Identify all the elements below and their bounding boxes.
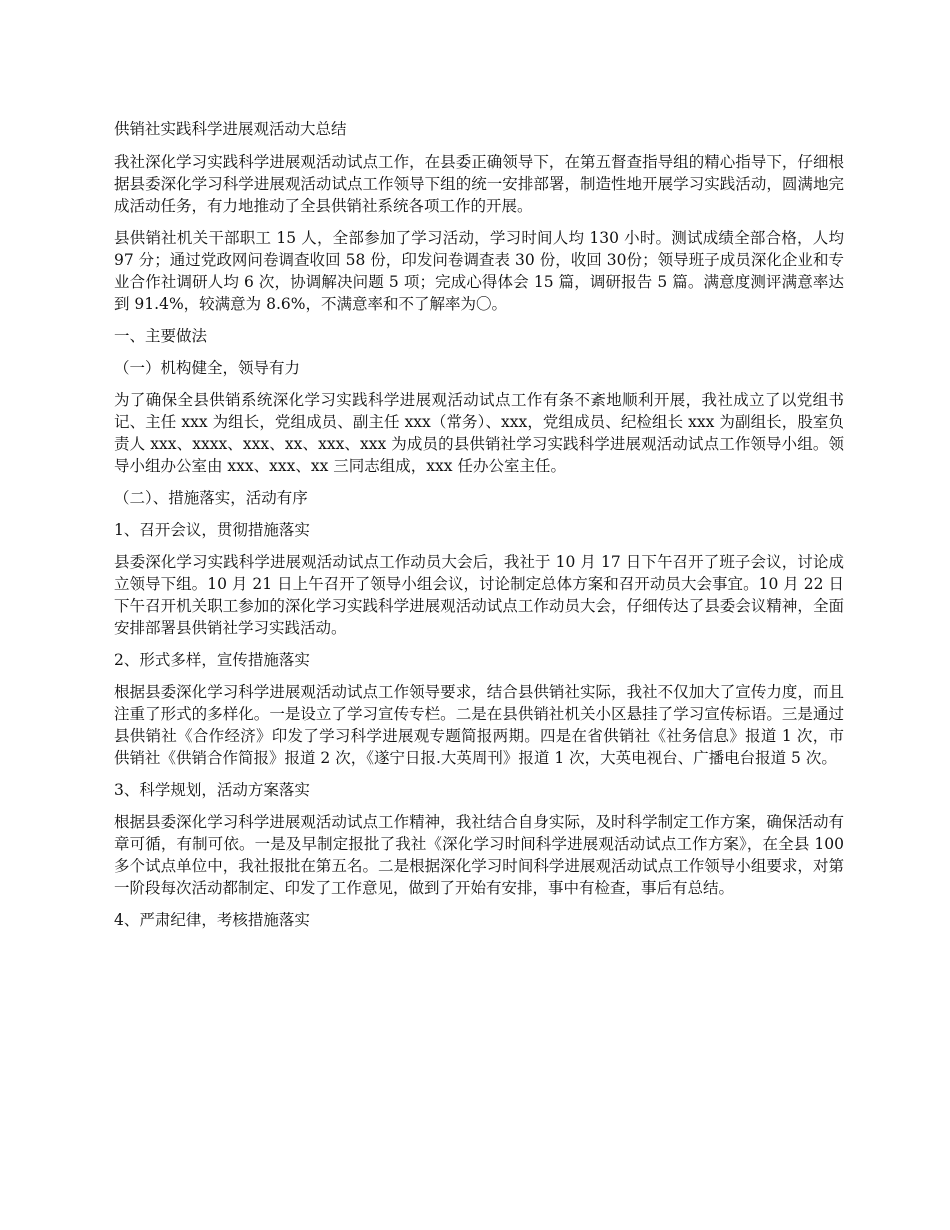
publicity-paragraph: 根据县委深化学习科学进展观活动试点工作领导要求，结合县供销社实际，我社不仅加大了宣传力度，而且注重了形式的多样化。一是设立了学习宣传专栏。二是在县供销社机关小区悬挂了学习宣传标语。三是通过县供销社《合作经济》印发了学习科学进展观专题简报两期。四是在省供销社《社务信息》报道 1 次，市供销社《供销合作简报》报道 2 次，《遂宁日报.大英周刊》报道 1 次，大英电视台、广播电台报道 5 次。	[114, 683, 844, 767]
item-heading-meetings: 1、召开会议，贯彻措施落实	[114, 521, 310, 539]
document-page	[114, 118, 844, 941]
intro-paragraph: 我社深化学习实践科学进展观活动试点工作，在县委正确领导下，在第五督查指导组的精心指导下，仔细根据县委深化学习科学进展观活动试点工作领导下组的统一安排部署，制造性地开展学习实践活动，圆满地完成活动任务，有力地推动了全县供销社系统各项工作的开展。	[114, 153, 844, 215]
organization-paragraph: 为了确保全县供销系统深化学习实践科学进展观活动试点工作有条不紊地顺利开展，我社成立了以党组书记、主任 xxx 为组长，党组成员、副主任 xxx（常务）、xxx，党组成员、纪检组长 xxx 为副组长，股室负责人 xxx、xxxx、xxx、xx、xxx、xxx 为成员的县供销社学习实践科学进展观活动试点工作领导小组。领导小组办公室由 xxx、xxx、xx 三同志组成，xxx 任办公室主任。	[114, 391, 844, 475]
item-heading-discipline: 4、严肃纪律，考核措施落实	[114, 911, 310, 929]
statistics-paragraph: 县供销社机关干部职工 15 人，全部参加了学习活动，学习时间人均 130 小时。测试成绩全部合格，人均 97 分；通过党政网问卷调查收回 58 份，印发问卷调查表 30 份，收回 30份；领导班子成员深化企业和专业合作社调研人均 6 次，协调解决问题 5 项；完成心得体会 15 篇，调研报告 5 篇。满意度测评满意率达到 91.4%，较满意为 8.6%，不满意率和不了解率为〇。	[114, 229, 844, 313]
meetings-paragraph: 县委深化学习实践科学进展观活动试点工作动员大会后，我社于 10 月 17 日下午召开了班子会议，讨论成立领导下组。10 月 21 日上午召开了领导小组会议，讨论制定总体方案和召开动员大会事宜。10 月 22 日下午召开机关职工参加的深化学习实践科学进展观活动试点工作动员大会，仔细传达了县委会议精神，全面安排部署县供销社学习实践活动。	[114, 553, 844, 637]
subsection-heading-measures: （二）、措施落实，活动有序	[114, 489, 308, 507]
subsection-heading-organization: （一）机构健全，领导有力	[114, 359, 301, 377]
item-heading-planning: 3、科学规划，活动方案落实	[114, 781, 310, 799]
item-heading-publicity: 2、形式多样，宣传措施落实	[114, 651, 310, 669]
document-title: 供销社实践科学进展观活动大总结	[114, 120, 347, 138]
section-heading-main-practices: 一、主要做法	[114, 327, 208, 345]
planning-paragraph: 根据县委深化学习科学进展观活动试点工作精神，我社结合自身实际，及时科学制定工作方案，确保活动有章可循，有制可依。一是及早制定报批了我社《深化学习时间科学进展观活动试点工作方案》，在全县 100 多个试点单位中，我社报批在第五名。二是根据深化学习时间科学进展观活动试点工作领导小组要求，对第一阶段每次活动都制定、印发了工作意见，做到了开始有安排，事中有检查，事后有总结。	[114, 813, 844, 897]
